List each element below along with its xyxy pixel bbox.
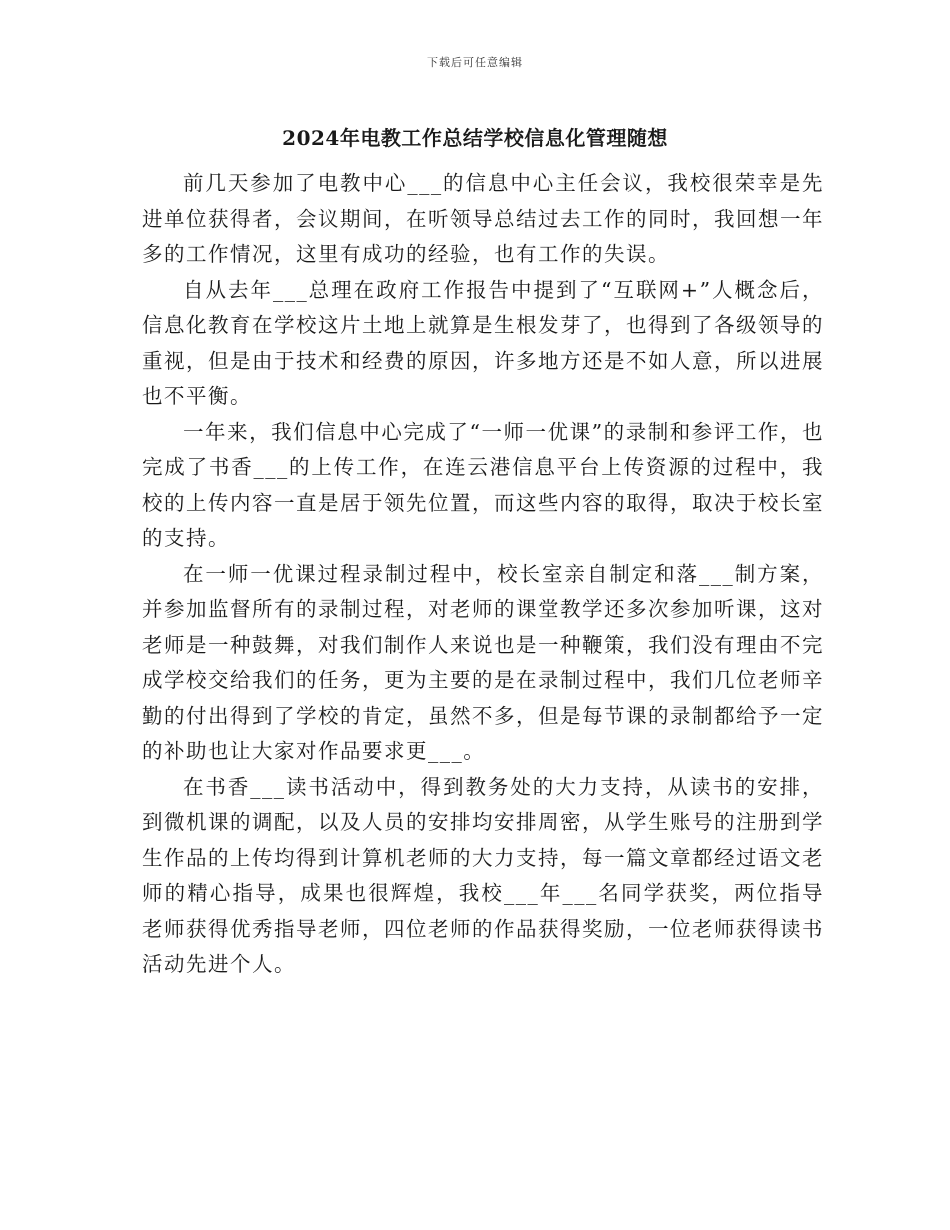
paragraph: 在书香___读书活动中，得到教务处的大力支持，从读书的安排，到微机课的调配，以及人员的安排均安排周密，从学生账号的注册到学生作品的上传均得到计算机老师的大力支持，每一篇文章都经过语文老师的精心指导，成果也很辉煌，我校___年___名同学获奖，两位指导老师获得优秀指导老师，四位老师的作品获得奖励，一位老师获得读书活动先进个人。 bbox=[142, 774, 824, 976]
header-note: 下载后可任意编辑 bbox=[427, 56, 523, 69]
paragraph: 自从去年___总理在政府工作报告中提到了“互联网+”人概念后，信息化教育在学校这片土地上就算是生根发芽了，也得到了各级领导的重视，但是由于技术和经费的原因，许多地方还是不如人意，所以进展也不平衡。 bbox=[142, 277, 824, 408]
paragraph: 一年来，我们信息中心完成了“一师一优课”的录制和参评工作，也完成了书香___的上传工作，在连云港信息平台上传资源的过程中，我校的上传内容一直是居于领先位置，而这些内容的取得，取决于校长室的支持。 bbox=[142, 419, 824, 550]
paragraph: 前几天参加了电教中心___的信息中心主任会议，我校很荣幸是先进单位获得者，会议期间，在听领导总结过去工作的同时，我回想一年多的工作情况，这里有成功的经验，也有工作的失误。 bbox=[142, 171, 824, 266]
document-body bbox=[142, 166, 824, 983]
document-title: 2024年电教工作总结学校信息化管理随想 bbox=[282, 126, 668, 150]
paragraph: 在一师一优课过程录制过程中，校长室亲自制定和落___制方案，并参加监督所有的录制过程，对老师的课堂教学还多次参加听课，这对老师是一种鼓舞，对我们制作人来说也是一种鞭策，我们没有理由不完成学校交给我们的任务，更为主要的是在录制过程中，我们几位老师辛勤的付出得到了学校的肯定，虽然不多，但是每节课的录制都给予一定的补助也让大家对作品要求更___。 bbox=[142, 561, 824, 763]
